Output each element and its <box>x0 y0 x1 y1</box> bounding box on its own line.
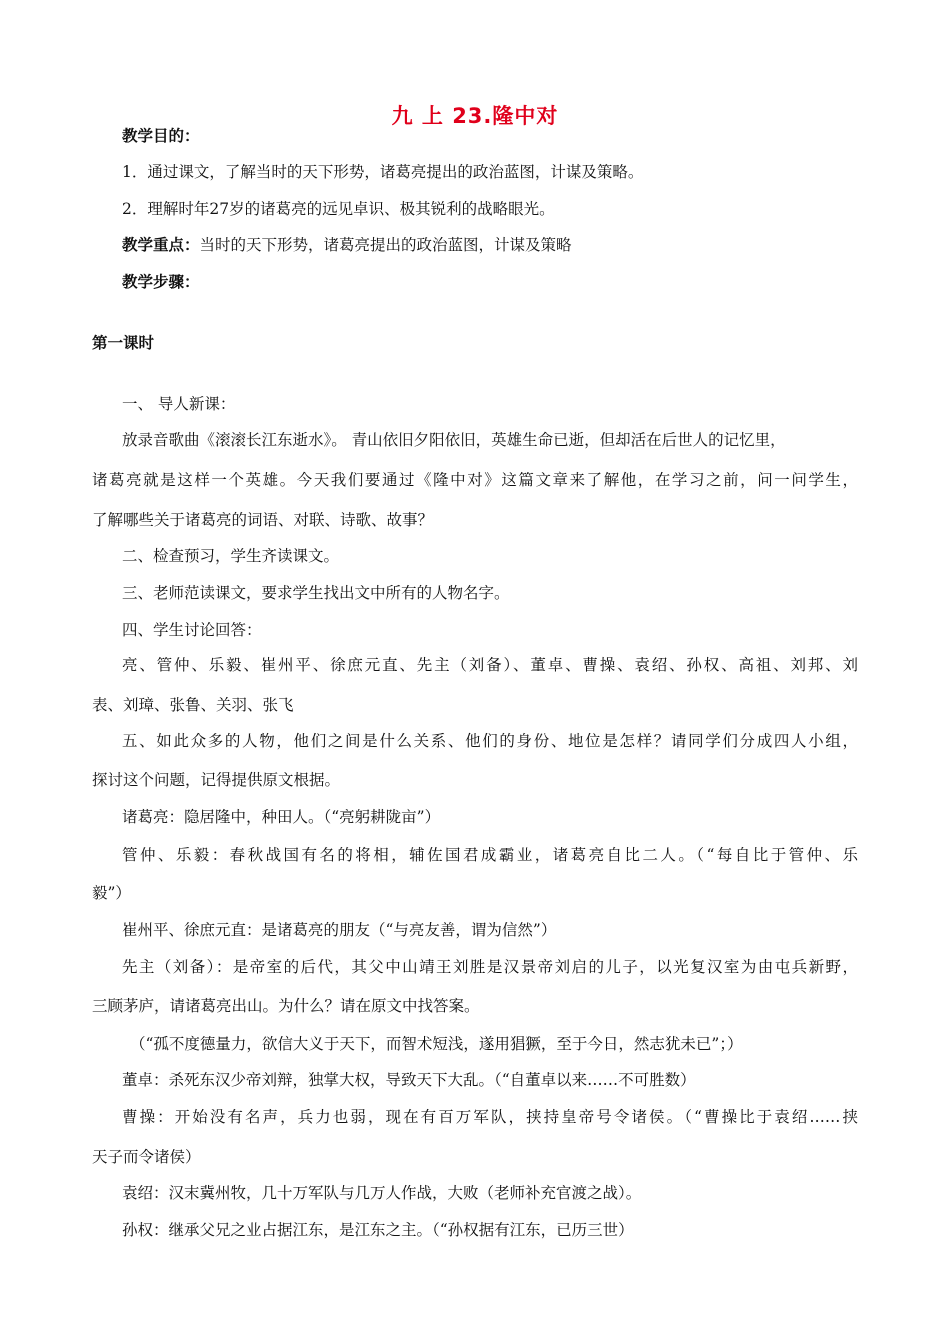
key-point-text: 当时的天下形势，诸葛亮提出的政治蓝图，计谋及策略 <box>199 236 572 254</box>
paragraph-line: 二、检查预习，学生齐读课文。 <box>122 547 340 565</box>
paragraph-line: 天子而令诸侯） <box>92 1148 201 1166</box>
objective-item: 2．理解时年27岁的诸葛亮的远见卓识、极其锐利的战略眼光。 <box>122 200 555 218</box>
objectives-heading: 教学目的： <box>122 127 200 145</box>
paragraph-line: 曹操：开始没有名声，兵力也弱，现在有百万军队，挟持皇帝号令诸侯。（“曹操比于袁绍……挟 <box>122 1108 858 1126</box>
paragraph-line: 董卓：杀死东汉少帝刘辩，独掌大权，导致天下大乱。（“自董卓以来……不可胜数） <box>122 1071 696 1089</box>
paragraph-line: 崔州平、徐庶元直：是诸葛亮的朋友（“与亮友善，谓为信然”） <box>122 921 557 939</box>
paragraph-line: 了解哪些关于诸葛亮的词语、对联、诗歌、故事？ <box>92 511 434 529</box>
paragraph-line: 管仲、乐毅：春秋战国有名的将相，辅佐国君成霸业，诸葛亮自比二人。（“每自比于管仲、乐 <box>122 846 858 864</box>
paragraph-line: 亮、管仲、乐毅、崔州平、徐庶元直、先主（刘备）、董卓、曹操、袁绍、孙权、高祖、刘邦、刘 <box>122 656 858 674</box>
paragraph-line: 探讨这个问题，记得提供原文根据。 <box>92 771 341 789</box>
lesson-heading: 第一课时 <box>92 334 155 352</box>
paragraph-line: 表、刘璋、张鲁、关羽、张飞 <box>92 696 294 714</box>
key-point <box>122 235 572 255</box>
paragraph-line: （“孤不度德量力，欲信大义于天下，而智术短浅，遂用猖獗，至于今日，然志犹未已”；） <box>130 1035 743 1053</box>
paragraph-line: 三、老师范读课文，要求学生找出文中所有的人物名字。 <box>122 584 510 602</box>
key-point-label: 教学重点： <box>122 236 200 254</box>
steps-heading: 教学步骤： <box>122 273 200 291</box>
paragraph-line: 诸葛亮：隐居隆中，种田人。（“亮躬耕陇亩”） <box>122 808 441 826</box>
paragraph-line: 三顾茅庐，请诸葛亮出山。为什么？请在原文中找答案。 <box>92 997 480 1015</box>
paragraph-line: 一、 导人新课： <box>122 395 236 413</box>
paragraph-line: 孙权：继承父兄之业占据江东，是江东之主。（“孙权据有江东，已历三世） <box>122 1221 634 1239</box>
page-title: 九 上 23.隆中对 <box>391 104 559 128</box>
paragraph-line: 诸葛亮就是这样一个英雄。今天我们要通过《隆中对》这篇文章来了解他，在学习之前，问一问学生， <box>92 471 858 489</box>
objective-item: 1．通过课文，了解当时的天下形势，诸葛亮提出的政治蓝图，计谋及策略。 <box>122 163 644 181</box>
paragraph-line: 五、如此众多的人物，他们之间是什么关系、他们的身份、地位是怎样？请同学们分成四人小组， <box>122 732 858 750</box>
paragraph-line: 袁绍：汉末冀州牧，几十万军队与几万人作战，大败（老师补充官渡之战）。 <box>122 1184 642 1202</box>
paragraph-line: 四、学生讨论回答： <box>122 621 262 639</box>
paragraph-line: 放录音歌曲《滚滚长江东逝水》。 青山依旧夕阳依旧，英雄生命已逝，但却活在后世人的记忆里， <box>122 431 786 449</box>
paragraph-line: 毅”） <box>92 884 131 902</box>
paragraph-line: 先主（刘备）：是帝室的后代，其父中山靖王刘胜是汉景帝刘启的儿子，以光复汉室为由屯兵新野， <box>122 958 858 976</box>
